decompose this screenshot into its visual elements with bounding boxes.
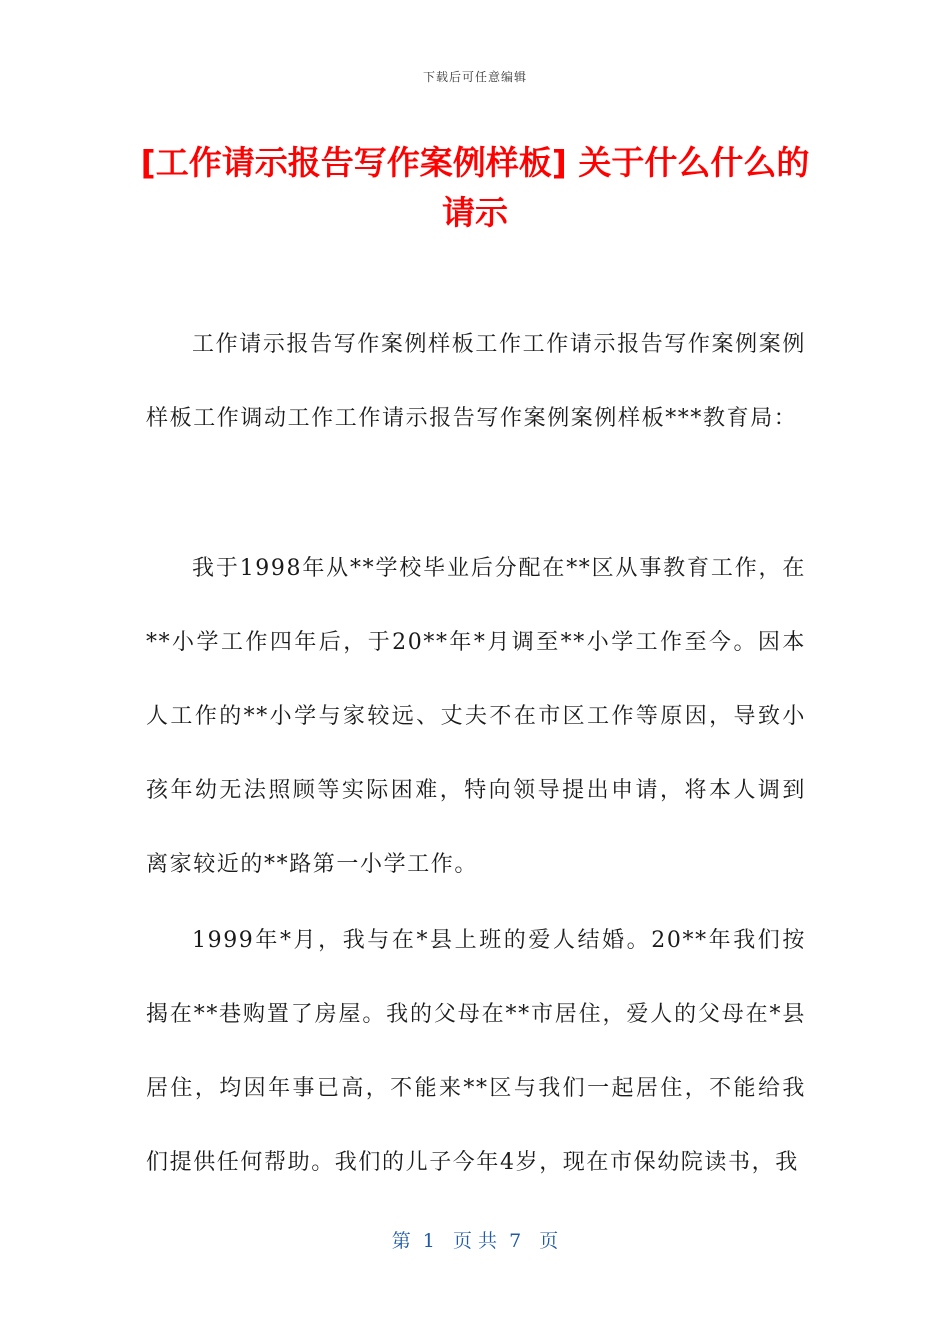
paragraph-text: 我于1998年从**学校毕业后分配在**区从事教育工作，在**小学工作四年后，于20**年*月调至**小学工作至今。因本人工作的**小学与家较远、丈夫不在市区工作等原因，导致小孩年幼无法照顾等实际困难，特向领导提出申请，将本人调到离家较近的**路第一小学工作。: [146, 556, 806, 877]
paragraph-text: 工作请示报告写作案例样板工作工作请示报告写作案例案例样板工作调动工作工作请示报告写作案例案例样板***教育局：: [146, 332, 806, 431]
paragraph-salutation: [146, 308, 806, 456]
paragraph-family: [146, 904, 806, 1200]
paragraph-text: 1999年*月，我与在*县上班的爱人结婚。20**年我们按揭在**巷购置了房屋。我的父母在**市居住，爱人的父母在*县居住，均因年事已高，不能来**区与我们一起居住，不能给我们提供任何帮助。我们的儿子今年4岁，现在市保幼院读书，我: [146, 928, 806, 1175]
page-number-footer: 第 1 页 共 7 页: [391, 1230, 559, 1252]
header-note: 下载后可任意编辑: [422, 70, 527, 84]
document-title: [工作请示报告写作案例样板] 关于什么什么的请示: [140, 143, 810, 232]
paragraph-background: [146, 532, 806, 902]
